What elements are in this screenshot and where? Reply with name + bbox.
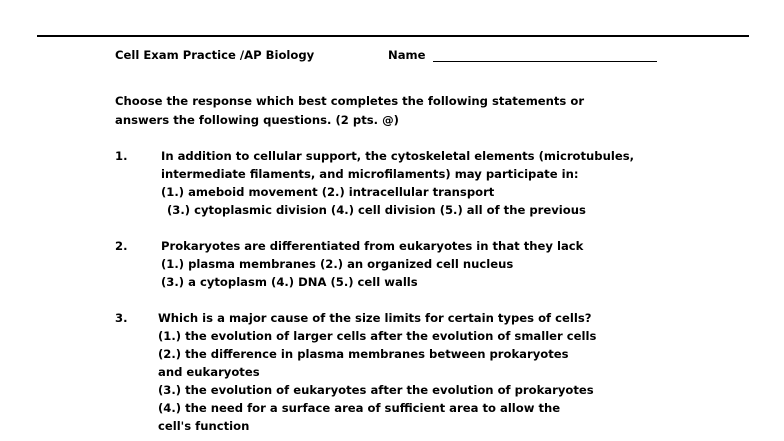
question-2-stem: Prokaryotes are differentiated from eukaryotes in that they lack: [161, 239, 584, 253]
name-blank-line[interactable]: [433, 61, 657, 62]
question-3-option-4: (4.) the need for a surface area of sufficient area to allow the: [158, 401, 561, 415]
question-3-option-4-cont: cell's function: [158, 419, 250, 433]
question-1-stem-line-2: intermediate filaments, and microfilaments) may participate in:: [161, 167, 579, 181]
question-1-options-line-1: (1.) ameboid movement (2.) intracellular transport: [161, 185, 495, 199]
question-3-option-1: (1.) the evolution of larger cells after the evolution of smaller cells: [158, 329, 597, 343]
instructions-line-2: answers the following questions. (2 pts. @): [115, 113, 399, 127]
page-title: Cell Exam Practice /AP Biology: [115, 48, 315, 62]
question-2-options-line-1: (1.) plasma membranes (2.) an organized cell nucleus: [161, 257, 514, 271]
top-rule: [37, 35, 749, 37]
question-3-option-3: (3.) the evolution of eukaryotes after the evolution of prokaryotes: [158, 383, 594, 397]
question-1-number: 1.: [115, 149, 128, 163]
question-3-stem: Which is a major cause of the size limits for certain types of cells?: [158, 311, 592, 325]
question-2-options-line-2: (3.) a cytoplasm (4.) DNA (5.) cell walls: [161, 275, 418, 289]
question-1-stem-line-1: In addition to cellular support, the cytoskeletal elements (microtubules,: [161, 149, 635, 163]
question-3-option-2-cont: and eukaryotes: [158, 365, 260, 379]
question-2-number: 2.: [115, 239, 128, 253]
name-label: Name: [388, 48, 426, 62]
question-1-options-line-2: (3.) cytoplasmic division (4.) cell division (5.) all of the previous: [167, 203, 586, 217]
question-3-option-2: (2.) the difference in plasma membranes between prokaryotes: [158, 347, 569, 361]
question-3-number: 3.: [115, 311, 128, 325]
instructions-line-1: Choose the response which best completes the following statements or: [115, 94, 585, 108]
